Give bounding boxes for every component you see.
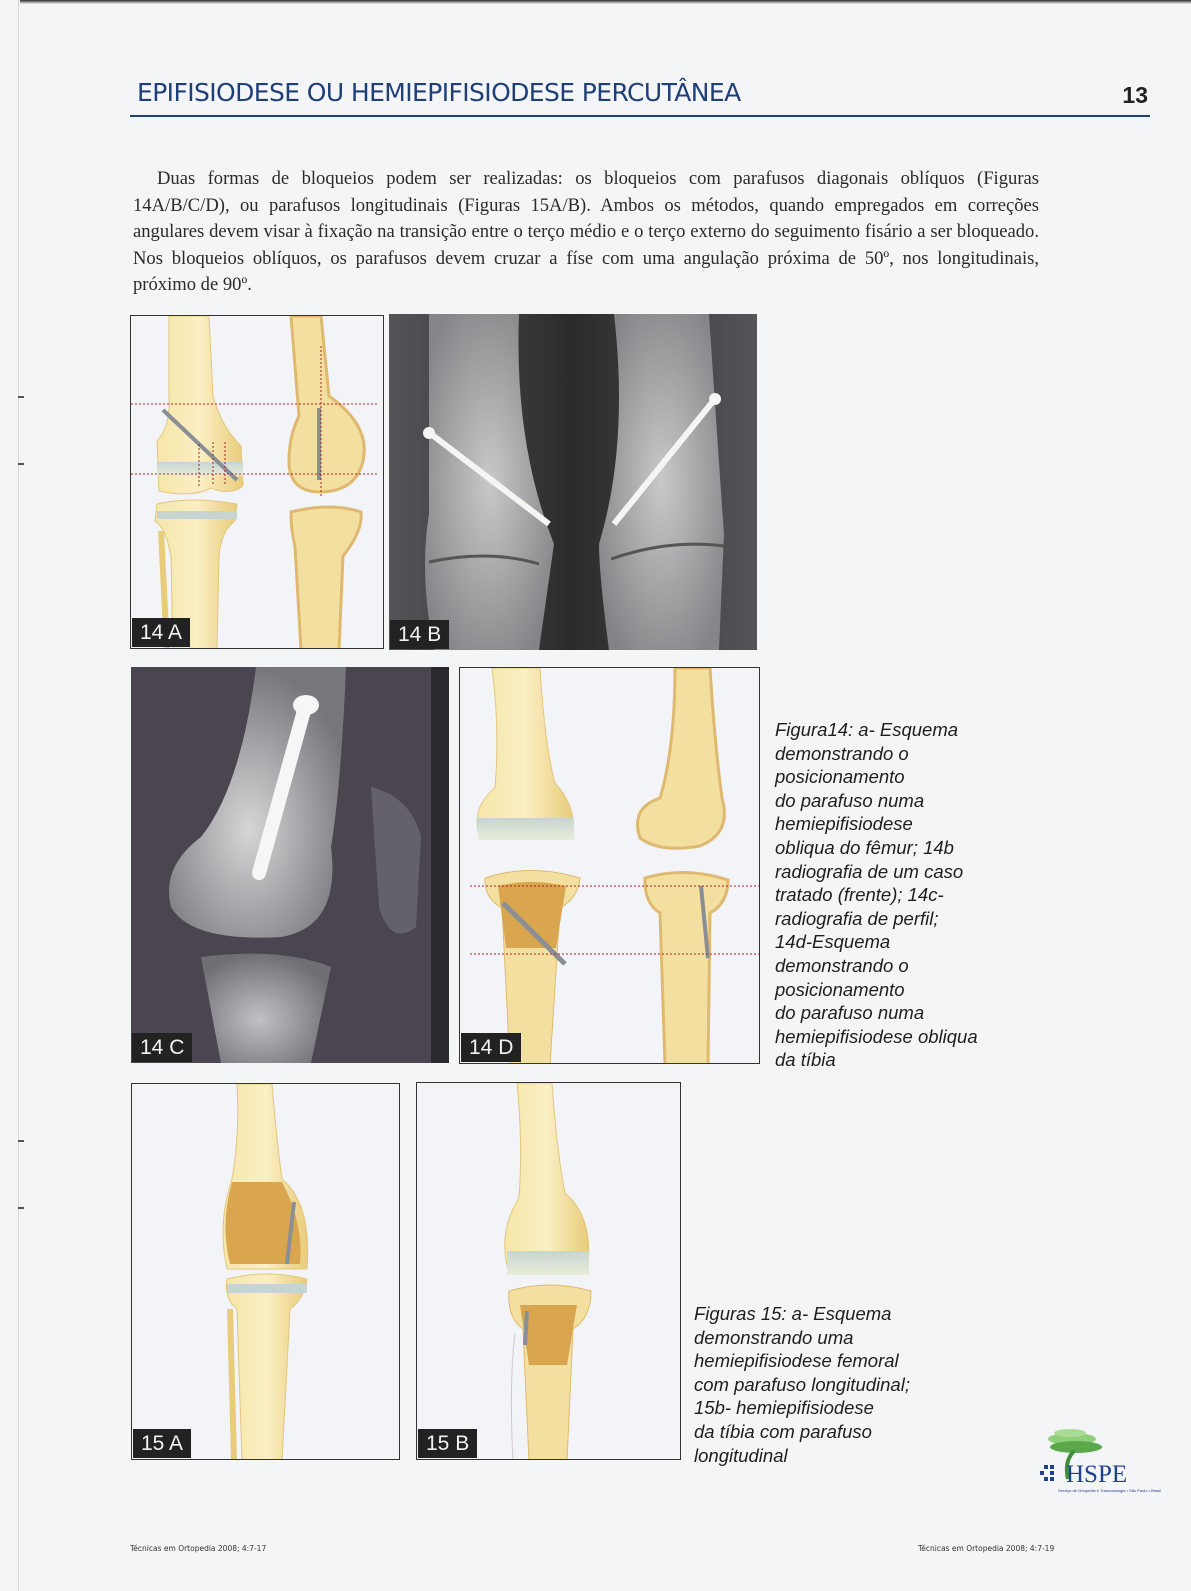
figure-15b — [416, 1082, 681, 1460]
caption-line: tratado (frente); 14c- — [775, 884, 944, 906]
figure-14a — [130, 315, 384, 649]
logo-wordmark: HSPE — [1066, 1461, 1128, 1488]
caption-line: do parafuso numa — [775, 789, 925, 811]
caption-line: longitudinal — [694, 1444, 788, 1466]
figure-label: 14 B — [390, 620, 449, 649]
header-rule — [130, 115, 1150, 117]
caption-line: com parafuso longitudinal; — [694, 1373, 910, 1395]
caption-line: hemiepifisiodese obliqua — [775, 1025, 978, 1047]
caption-line: hemiepifisiodese femoral — [694, 1350, 899, 1372]
caption-line: da tíbia — [775, 1049, 836, 1071]
binding-mark — [18, 1140, 24, 1142]
caption-line: demonstrando o — [775, 742, 909, 764]
binding-mark — [18, 396, 24, 398]
caption-line: radiografia de perfil; — [775, 907, 939, 929]
caption-line: demonstrando uma — [694, 1326, 854, 1348]
footer-citation-left: Técnicas em Ortopedia 2008; 4:7-17 — [130, 1544, 267, 1553]
knee-ap-xray-image — [389, 314, 757, 650]
caption-line: radiografia de um caso — [775, 860, 964, 882]
figure-15a — [131, 1083, 400, 1460]
binding-mark — [18, 1207, 24, 1209]
caption-line: da tíbia com parafuso — [694, 1420, 872, 1442]
caption-line: do parafuso numa — [775, 1002, 925, 1024]
figure-14d — [459, 667, 760, 1064]
page-number: 13 — [1122, 82, 1148, 108]
caption-line: Figura14: a- Esquema — [775, 719, 959, 740]
caption-line: 14d-Esquema — [775, 931, 891, 953]
caption-line: Figuras 15: a- Esquema — [694, 1303, 892, 1324]
caption-line: posicionamento — [775, 766, 905, 788]
figure-14-caption — [775, 718, 978, 1072]
tibial-longitudinal-screw-schema-illustration — [417, 1083, 681, 1460]
running-header-title: EPIFISIODESE OU HEMIEPIFISIODESE PERCUTÂNEA — [137, 78, 741, 107]
figure-label: 14 D — [461, 1033, 521, 1062]
binding-mark — [18, 463, 24, 465]
figure-label: 15 B — [418, 1429, 477, 1458]
caption-line: posicionamento — [775, 978, 905, 1000]
figure-14c — [131, 667, 449, 1063]
knee-lateral-xray-image — [131, 667, 449, 1063]
caption-line: obliqua do fêmur; 14b — [775, 836, 954, 858]
tibia-oblique-screw-schema-illustration — [460, 668, 760, 1064]
caption-line: demonstrando o — [775, 954, 909, 976]
footer-citation-right: Técnicas em Ortopedia 2008; 4:7-19 — [918, 1544, 1055, 1553]
scan-page-edge — [18, 0, 19, 1591]
figure-label: 14 A — [132, 618, 190, 647]
figure-label: 14 C — [132, 1033, 192, 1062]
figure-15-caption — [694, 1302, 910, 1467]
figure-14b — [389, 314, 757, 650]
scan-top-shadow — [20, 0, 1191, 4]
body-paragraph: Duas formas de bloqueios podem ser realizadas: os bloqueios com parafusos diagonais oblíquos (Figuras 14A/B/C/D), ou parafusos longitudinais (Figuras 15A/B). Ambos os métodos, quando empregados em correções angulares devem visar à fixação na transição entre o terço médio e o terço externo do seguimento fisário a ser bloqueado. Nos bloqueios oblíquos, os parafusos devem cruzar a físe com uma angulação próxima de 50º, nos longitudinais, próximo de 90º. — [133, 168, 1039, 295]
femoral-longitudinal-screw-schema-illustration — [132, 1084, 400, 1460]
logo-tagline: Serviço de Ortopedia e Traumatologia • São Paulo • Brasil — [1058, 1488, 1162, 1493]
femur-knee-schema-illustration — [131, 316, 384, 649]
caption-line: hemiepifisiodese — [775, 813, 913, 835]
caption-line: 15b- hemiepifisiodese — [694, 1397, 874, 1419]
figure-label: 15 A — [133, 1429, 191, 1458]
